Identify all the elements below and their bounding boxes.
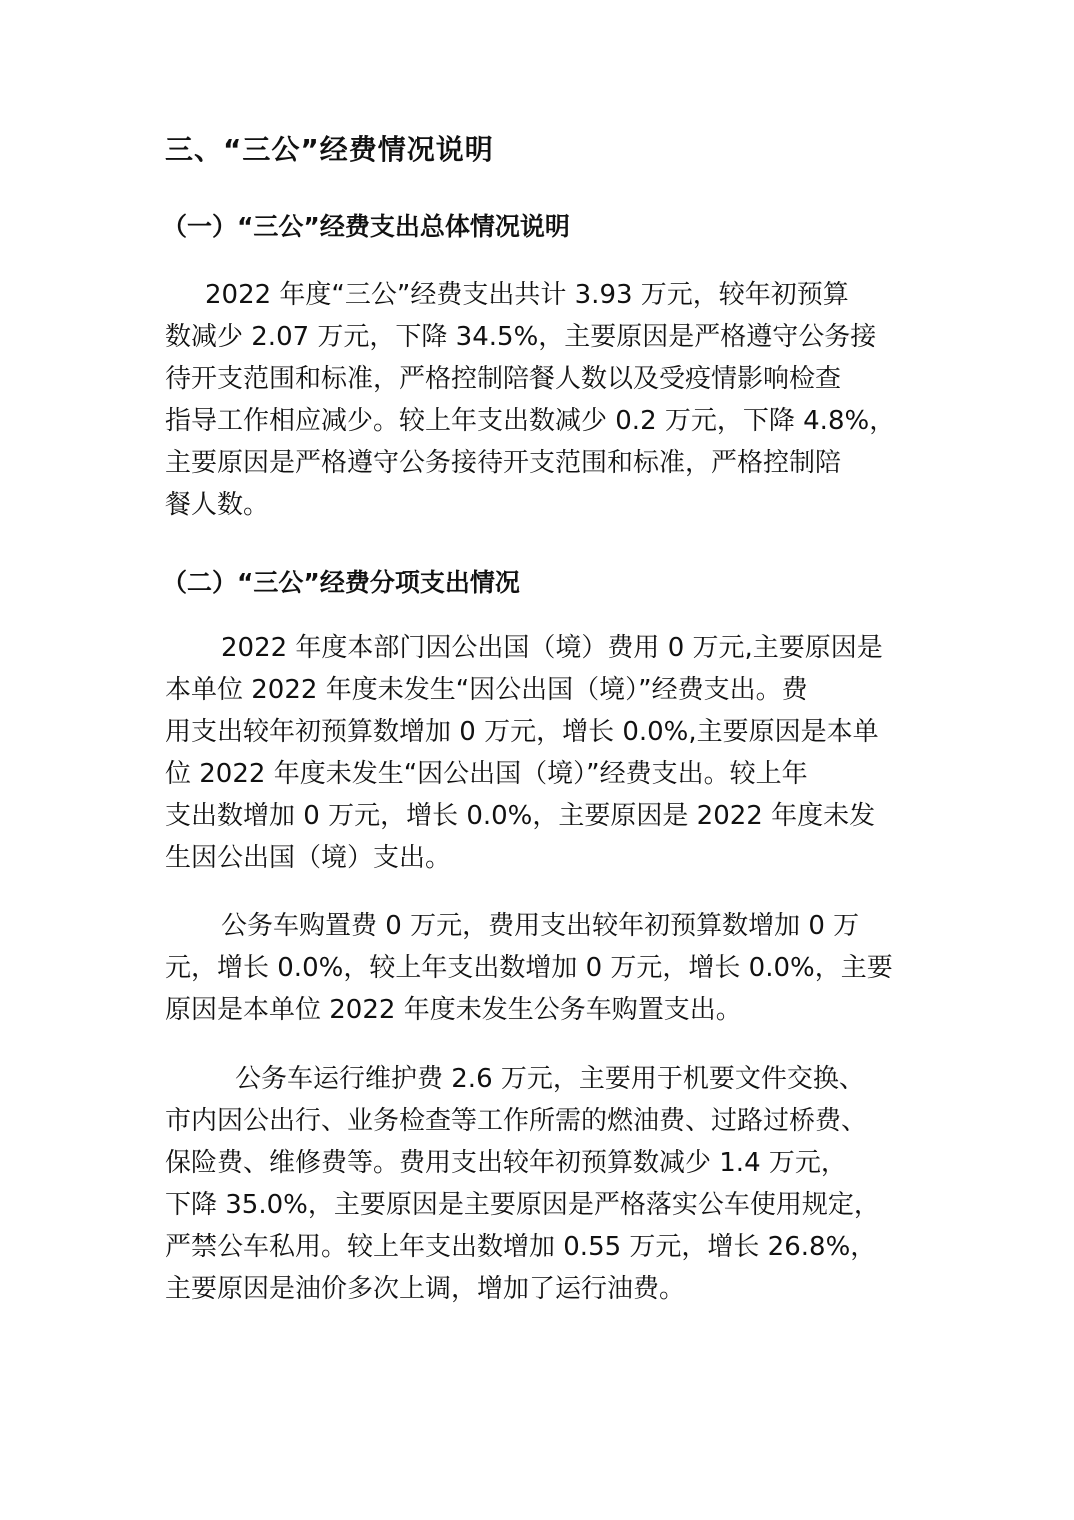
paragraph-overseas-travel <box>165 627 915 879</box>
text-line: 公务车运行维护费 2.6 万元，主要用于机要文件交换、 <box>235 1064 865 1094</box>
paragraph-vehicle-maintenance <box>165 1058 915 1310</box>
text-line: 待开支范围和标准，严格控制陪餐人数以及受疫情影响检查 <box>165 364 842 394</box>
text-line: 主要原因是严格遵守公务接待开支范围和标准，严格控制陪 <box>165 448 842 478</box>
text-line: 2022 年度“三公”经费支出共计 3.93 万元，较年初预算 <box>205 280 849 310</box>
text-line: 数减少 2.07 万元，下降 34.5%，主要原因是严格遵守公务接 <box>165 322 877 352</box>
text-line: 位 2022 年度未发生“因公出国（境）”经费支出。较上年 <box>165 759 808 789</box>
text-line: 严禁公车私用。较上年支出数增加 0.55 万元，增长 26.8%， <box>165 1232 877 1262</box>
section-title: 三、“三公”经费情况说明 <box>165 133 494 166</box>
text-line: 主要原因是油价多次上调，增加了运行油费。 <box>165 1274 686 1304</box>
text-line: 原因是本单位 2022 年度未发生公务车购置支出。 <box>165 995 742 1025</box>
text-line: 下降 35.0%，主要原因是主要原因是严格落实公车使用规定， <box>165 1190 880 1220</box>
text-line: 餐人数。 <box>165 490 270 520</box>
text-line: 2022 年度本部门因公出国（境）费用 0 万元,主要原因是 <box>221 633 883 663</box>
text-line: 元，增长 0.0%，较上年支出数增加 0 万元，增长 0.0%，主要 <box>165 953 893 983</box>
text-line: 支出数增加 0 万元，增长 0.0%，主要原因是 2022 年度未发 <box>165 801 876 831</box>
text-line: 生因公出国（境）支出。 <box>165 843 452 873</box>
subsection-title-overall: （一）“三公”经费支出总体情况说明 <box>162 212 570 241</box>
text-line: 本单位 2022 年度未发生“因公出国（境）”经费支出。费 <box>165 675 808 705</box>
paragraph-vehicle-purchase <box>165 905 915 1031</box>
text-line: 公务车购置费 0 万元，费用支出较年初预算数增加 0 万 <box>221 911 860 941</box>
paragraph-overall <box>165 274 915 526</box>
text-line: 用支出较年初预算数增加 0 万元，增长 0.0%,主要原因是本单 <box>165 717 879 747</box>
subsection-title-itemized: （二）“三公”经费分项支出情况 <box>162 568 520 597</box>
text-line: 指导工作相应减少。较上年支出数减少 0.2 万元，下降 4.8%， <box>165 406 896 436</box>
text-line: 市内因公出行、业务检查等工作所需的燃油费、过路过桥费、 <box>165 1106 868 1136</box>
text-line: 保险费、维修费等。费用支出较年初预算数减少 1.4 万元， <box>165 1148 847 1178</box>
